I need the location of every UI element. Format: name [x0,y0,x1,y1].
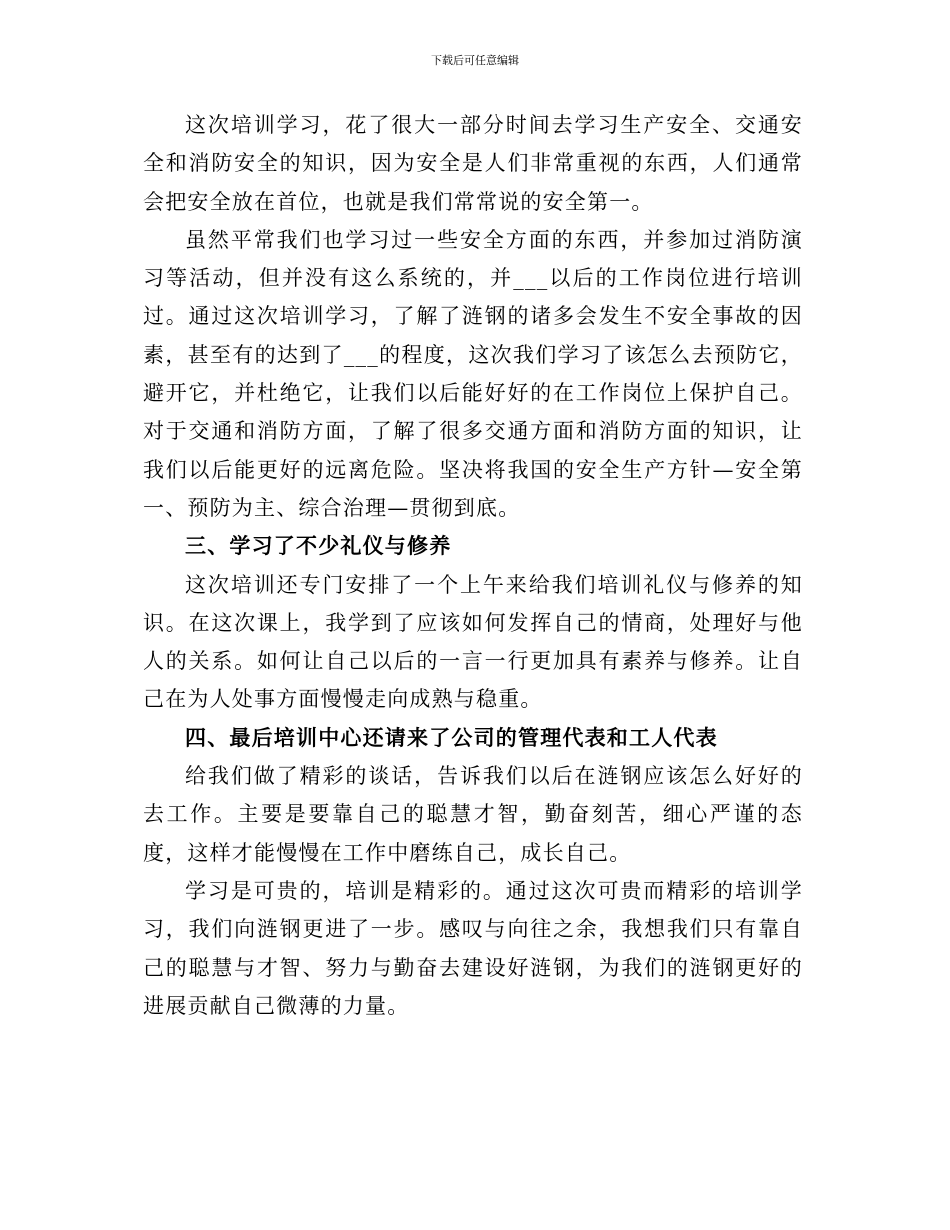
section-heading-etiquette: 三、学习了不少礼仪与修养 [185,533,452,559]
paragraph-safety-knowledge: 这次培训学习，花了很大一部分时间去学习生产安全、交通安全和消防安全的知识，因为安全是人们非常重视的东西，人们通常会把安全放在首位，也就是我们常常说的安全第一。 [143,113,803,214]
paragraph-representatives-talk: 给我们做了精彩的谈话，告诉我们以后在涟钢应该怎么好好的去工作。主要是要靠自己的聪慧才智，勤奋刻苦，细心严谨的态度，这样才能慢慢在工作中磨练自己，成长自己。 [143,764,803,865]
document-body [143,106,803,1025]
page-header-note: 下载后可任意编辑 [431,54,519,67]
paragraph-etiquette: 这次培训还专门安排了一个上午来给我们培训礼仪与修养的知识。在这次课上，我学到了应该如何发挥自己的情商，处理好与他人的关系。如何让自己以后的一言一行更加具有素养与修养。让自己在为人处事方面慢慢走向成熟与稳重。 [143,572,803,712]
section-heading-representatives: 四、最后培训中心还请来了公司的管理代表和工人代表 [185,724,718,750]
paragraph-conclusion: 学习是可贵的，培训是精彩的。通过这次可贵而精彩的培训学习，我们向涟钢更进了一步。感叹与向往之余，我想我们只有靠自己的聪慧与才智、努力与勤奋去建设好涟钢，为我们的涟钢更好的进展贡献自己微薄的力量。 [143,878,803,1018]
paragraph-safety-training: 虽然平常我们也学习过一些安全方面的东西，并参加过消防演习等活动，但并没有这么系统的，并___以后的工作岗位进行培训过。通过这次培训学习，了解了涟钢的诸多会发生不安全事故的因素，甚至有的达到了___的程度，这次我们学习了该怎么去预防它，避开它，并杜绝它，让我们以后能好好的在工作岗位上保护自己。对于交通和消防方面，了解了很多交通方面和消防方面的知识，让我们以后能更好的远离危险。坚决将我国的安全生产方针—安全第一、预防为主、综合治理—贯彻到底。 [143,227,803,520]
